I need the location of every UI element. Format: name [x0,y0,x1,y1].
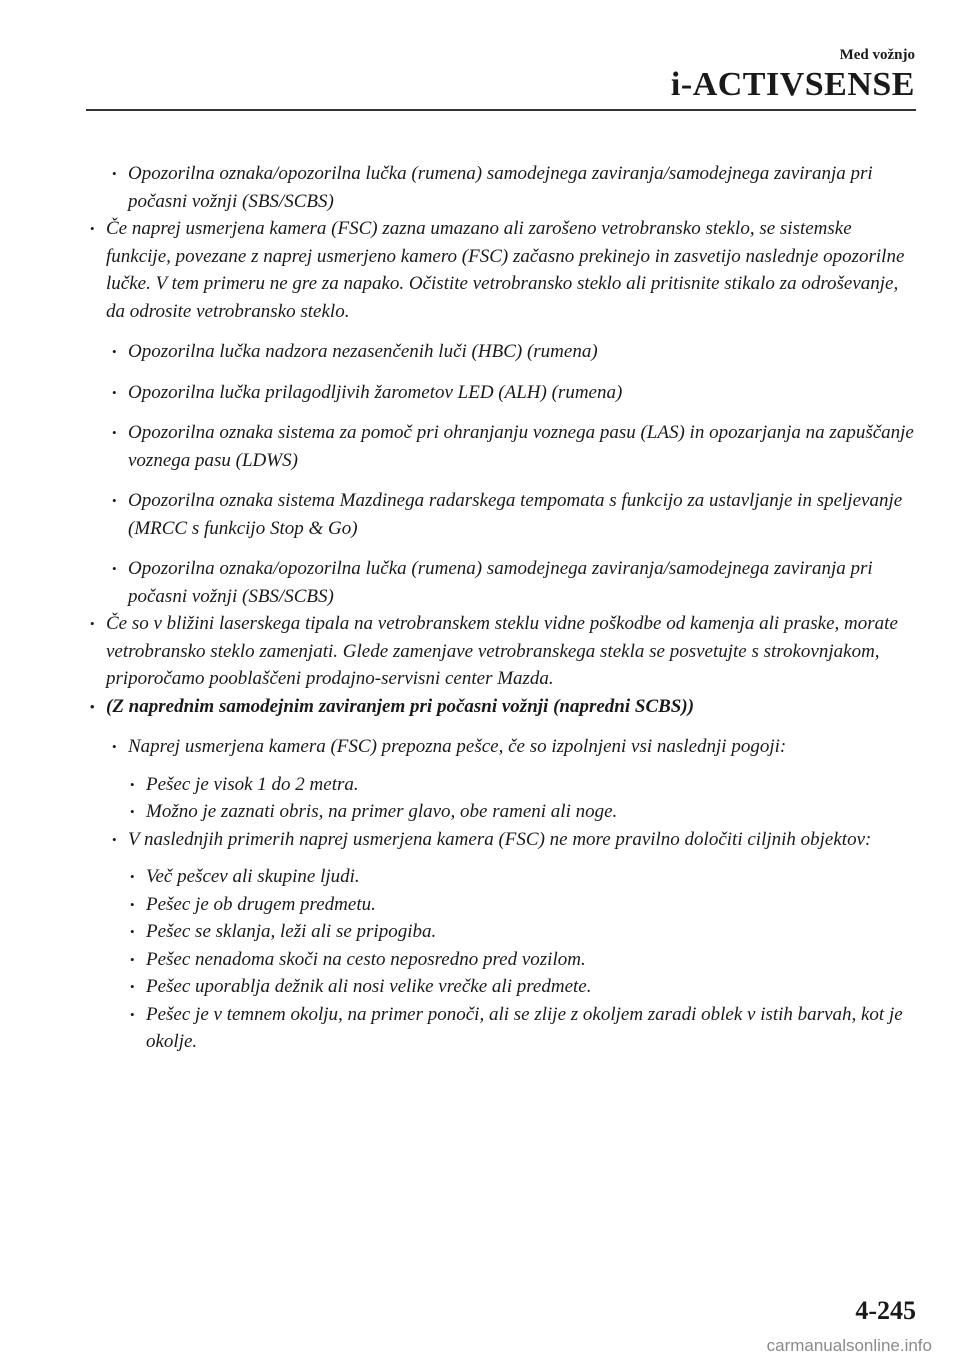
bullet-item: • Opozorilna oznaka sistema za pomoč pri ohranjanju voznega pasu (LAS) in opozarjanja na zapuščanje voznega pasu (LDWS) [90,419,920,474]
section-title: Med vožnjo [839,47,915,63]
bullet-item: • Če naprej usmerjena kamera (FSC) zazna umazano ali zarošeno vetrobransko steklo, se sistemske funkcije, povezane z naprej usmerjeno kamero (FSC) začasno prekinejo in zasvetijo naslednje opozorilne lučke. V tem primeru ne gre za napako. Očistite vetrobransko steklo ali pritisnite stikalo za odroševanje, da odrosite vetrobransko steklo. [90,215,920,325]
header-rule [86,109,916,111]
chapter-title: i-ACTIVSENSE [670,66,915,103]
bullet-item: • Opozorilna lučka nadzora nezasenčenih luči (HBC) (rumena) [90,338,920,366]
bullet-item: • Pešec je v temnem okolju, na primer ponoči, ali se zlije z okoljem zaradi oblek v istih barvah, kot je okolje. [90,1001,920,1056]
bullet-item: • Opozorilna oznaka/opozorilna lučka (rumena) samodejnega zaviranja/samodejnega zaviranja pri počasni vožnji (SBS/SCBS) [90,555,920,610]
bullet-item: • Opozorilna oznaka/opozorilna lučka (rumena) samodejnega zaviranja/samodejnega zaviranja pri počasni vožnji (SBS/SCBS) [90,160,920,215]
bullet-item: • Več pešcev ali skupine ljudi. [90,863,920,891]
bullet-item: • Opozorilna lučka prilagodljivih žarometov LED (ALH) (rumena) [90,379,920,407]
body-text [90,160,920,1056]
page-header [671,46,915,104]
bullet-item: • Če so v bližini laserskega tipala na vetrobranskem steklu vidne poškodbe od kamenja ali praske, morate vetrobransko steklo zamenjati. Glede zamenjave vetrobranskega stekla se posvetujte s strokovnjakom, priporočamo pooblaščeni prodajno-servisni center Mazda. [90,610,920,693]
bullet-item: • Pešec uporablja dežnik ali nosi velike vrečke ali predmete. [90,973,920,1001]
page-number: 4-245 [855,1296,916,1325]
watermark: carmanualsonline.info [766,1336,932,1355]
bullet-item: • Naprej usmerjena kamera (FSC) prepozna pešce, če so izpolnjeni vsi naslednji pogoji: [90,733,920,761]
bullet-item: • Pešec je ob drugem predmetu. [90,891,920,919]
bullet-item: • Pešec je visok 1 do 2 metra. [90,771,920,799]
bullet-item: • Pešec se sklanja, leži ali se pripogiba. [90,918,920,946]
bullet-item: • Pešec nenadoma skoči na cesto neposredno pred vozilom. [90,946,920,974]
bullet-item: • V naslednjih primerih naprej usmerjena kamera (FSC) ne more pravilno določiti ciljnih objektov: [90,826,920,854]
bullet-item: • (Z naprednim samodejnim zaviranjem pri počasni vožnji (napredni SCBS)) [90,693,920,721]
bullet-item: • Možno je zaznati obris, na primer glavo, obe rameni ali noge. [90,798,920,826]
bullet-item: • Opozorilna oznaka sistema Mazdinega radarskega tempomata s funkcijo za ustavljanje in speljevanje (MRCC s funkcijo Stop & Go) [90,487,920,542]
